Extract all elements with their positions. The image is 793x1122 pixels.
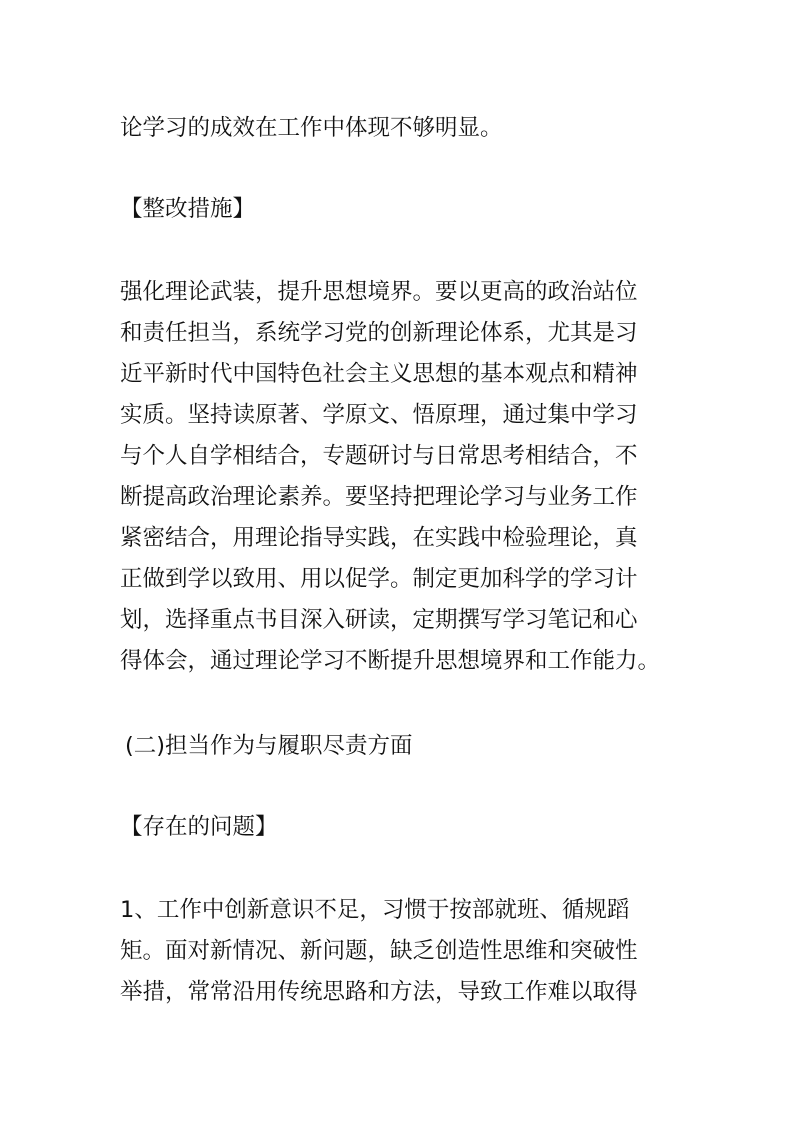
- heading-text: (二)担当作为与履职尽责方面: [125, 733, 413, 759]
- text-line: 划，选择重点书目深入研读，定期撰写学习笔记和心: [120, 607, 638, 633]
- text-line: 断提高政治理论素养。要坚持把理论学习与业务工作: [120, 484, 638, 510]
- text-line: 举措，常常沿用传统思路和方法，导致工作难以取得: [120, 979, 638, 1005]
- heading-rectification-measures: [120, 189, 680, 230]
- text-line: 实质。坚持读原著、学原文、悟原理，通过集中学习: [120, 402, 638, 428]
- paragraph-problem-1: [120, 890, 680, 1013]
- text-line: 和责任担当，系统学习党的创新理论体系，尤其是习: [120, 320, 638, 346]
- heading-text: 【存在的问题】: [120, 814, 278, 840]
- paragraph-rectification: [120, 272, 680, 682]
- text-line: 近平新时代中国特色社会主义思想的基本观点和精神: [120, 361, 638, 387]
- heading-existing-problems: [120, 807, 680, 848]
- paragraph-continuation: [120, 108, 680, 149]
- text-line: 1、工作中创新意识不足，习惯于按部就班、循规蹈: [120, 897, 630, 923]
- heading-text: 【整改措施】: [120, 196, 256, 222]
- text-line: 论学习的成效在工作中体现不够明显。: [120, 115, 503, 141]
- text-line: 紧密结合，用理论指导实践，在实践中检验理论，真: [120, 525, 638, 551]
- text-line: 得体会，通过理论学习不断提升思想境界和工作能力。: [120, 648, 661, 674]
- section-heading: [125, 726, 685, 767]
- text-line: 矩。面对新情况、新问题，缺乏创造性思维和突破性: [120, 938, 638, 964]
- text-line: 正做到学以致用、用以促学。制定更加科学的学习计: [120, 566, 638, 592]
- text-line: 强化理论武装，提升思想境界。要以更高的政治站位: [120, 279, 638, 305]
- text-line: 与个人自学相结合，专题研讨与日常思考相结合，不: [120, 443, 638, 469]
